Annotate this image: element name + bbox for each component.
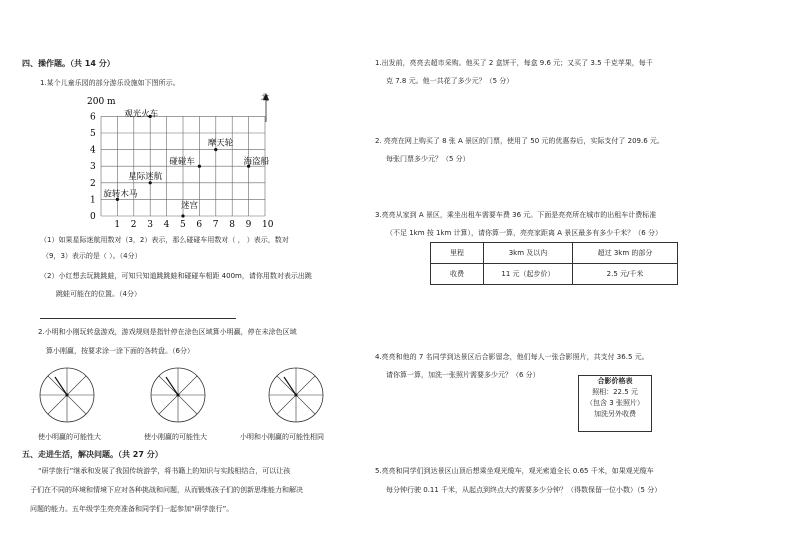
table-row (431, 243, 678, 264)
x-tick-label: 2 (130, 220, 137, 230)
spinner-3[interactable] (266, 365, 326, 425)
rq1-line2: 克 7.8 元。他一共花了多少元？（5 分） (386, 77, 514, 85)
x-tick-label: 7 (212, 220, 219, 230)
spinner-3-label: 小明和小刚赢的可能性相同 (240, 433, 324, 441)
rq4-line2: 请你算一算，加洗一张照片需要多少元？（6 分） (386, 371, 540, 379)
place-label: 观光火车 (124, 109, 159, 120)
spinner-pointer (284, 377, 296, 395)
y-tick-label: 4 (90, 145, 96, 156)
table-cell: 11 元（起步价） (484, 264, 573, 285)
y-tick-label: 5 (90, 129, 96, 139)
section-4-title: 四、操作题。（共 14 分） (22, 59, 115, 68)
price-box-line: 照相：22.5 元 (592, 388, 638, 396)
spinner-1-label: 使小明赢的可能性大 (38, 433, 101, 441)
rq5-line1: 5.亮亮和同学们到达景区山顶后想乘坐观光缆车，观光索道全长 0.65 千米，如果观光缆车 (375, 467, 654, 475)
x-tick-label: 6 (196, 220, 203, 230)
place-label: 迷宫 (181, 201, 199, 211)
rq3-line2: （不足 1km 按 1km 计算），请你算一算，亮亮家距离 A 景区最多有多少千米？（6 分） (386, 229, 662, 237)
table-cell: 2.5 元/千米 (573, 264, 678, 285)
y-tick-label: 0 (90, 212, 96, 222)
place-point (198, 165, 201, 168)
table-cell: 超过 3km 的部分 (573, 243, 678, 264)
q2-line1: 2.小明和小刚玩转盘游戏，游戏规则是指针停在涂色区域算小明赢，停在未涂色区域 (38, 328, 297, 336)
y-tick-label: 6 (90, 112, 96, 123)
y-tick-label: 1 (90, 195, 96, 206)
spinner-2[interactable] (148, 365, 208, 425)
place-label: 碰碰车 (169, 157, 195, 168)
rq1-line1: 1.出发前，亮亮去超市采购。他买了 2 盒饼干，每盒 9.6 元；又买了 3.5 千克苹果，每千 (375, 59, 653, 67)
section-5-title: 五、走进生活，解决问题。（共 27 分） (22, 450, 163, 459)
price-box-line: 加洗另外收费 (594, 410, 636, 418)
rq2-line1: 2. 亮亮在网上购买了 8 张 A 景区的门票，使用了 50 元的优惠券后，实际支付了 209.6 元。 (375, 137, 664, 145)
x-tick-label: 3 (147, 220, 153, 230)
x-tick-label: 5 (180, 220, 186, 230)
table-cell: 3km 及以内 (484, 243, 573, 264)
q1-part2-line2: 跳蛙可能在的位置。（4分） (56, 290, 141, 298)
x-tick-label: 9 (245, 220, 252, 230)
q1-part1-line1: （1）如果星际迷航用数对（3，2）表示，那么碰碰车用数对（ ， ）表示，数对 (40, 236, 289, 244)
y-tick-label: 3 (90, 162, 96, 173)
x-tick-label: 1 (114, 220, 121, 230)
q1-intro: 1.某个儿童乐园的部分游乐设施如下图所示。 (40, 79, 180, 87)
table-cell: 里程 (431, 243, 484, 264)
x-tick-label: 4 (163, 220, 170, 230)
map-scale-label: 200 m (87, 97, 116, 107)
photo-price-box (578, 375, 652, 432)
intro-paragraph-line3: 问题的能力。五年级学生亮亮准备和同学们一起参加“研学旅行”。 (30, 505, 234, 513)
intro-paragraph-line1: “研学旅行”继承和发展了我国传统游学，将书籍上的知识与实践相结合，可以让孩 (38, 467, 291, 475)
rq3-line1: 3.亮亮从家到 A 景区，乘坐出租车需要车费 36 元。下面是亮亮所在城市的出租车计费标准 (375, 211, 657, 219)
price-box-title: 合影价格表 (597, 377, 633, 385)
answer-line[interactable] (40, 318, 236, 319)
q1-part1-line2: （9，3）表示的是（ ）。（4分） (42, 252, 142, 260)
rq4-line1: 4.亮亮和他的 7 名同学到达景区后合影留念，他们每人一张合影照片，共支付 36.5 元。 (375, 353, 649, 361)
place-label: 摩天轮 (207, 138, 234, 149)
y-tick-label: 2 (90, 178, 96, 189)
coordinate-map (85, 90, 285, 230)
x-tick-label: 8 (229, 220, 235, 230)
place-label: 海盗船 (243, 157, 270, 168)
place-label: 星际迷航 (128, 171, 163, 182)
x-tick-label: 10 (262, 220, 274, 230)
spinner-pointer (166, 377, 178, 395)
place-point (181, 214, 184, 217)
spinner-2-label: 使小刚赢的可能性大 (144, 433, 207, 441)
intro-paragraph-line2: 子们在不同的环境和情境下应对各种挑战和问题，从而锻炼孩子们的创新思维能力和解决 (30, 486, 303, 494)
place-label: 旋转木马 (103, 189, 138, 200)
rq5-line2: 每分钟行驶 0.11 千米，从起点到终点大约需要多少分钟？（得数保留一位小数）（5 分） (386, 486, 662, 494)
table-row (431, 264, 678, 285)
q2-line2: 算小刚赢，按要求涂一涂下面的各转盘。（6分） (46, 347, 194, 355)
q1-part2-line1: （2）小红想去玩跳跳蛙，可知只知道跳跳蛙和碰碰车相距 400m，请你用数对表示出跳 (40, 272, 312, 280)
taxi-fare-table (430, 242, 678, 285)
north-label: 北 (261, 93, 269, 102)
spinner-1[interactable] (37, 365, 97, 425)
spinner-pointer (55, 377, 67, 395)
price-box-line: （包含 3 张照片） (586, 399, 644, 407)
rq2-line2: 每张门票多少元？（5 分） (386, 155, 470, 163)
table-cell: 收费 (431, 264, 484, 285)
